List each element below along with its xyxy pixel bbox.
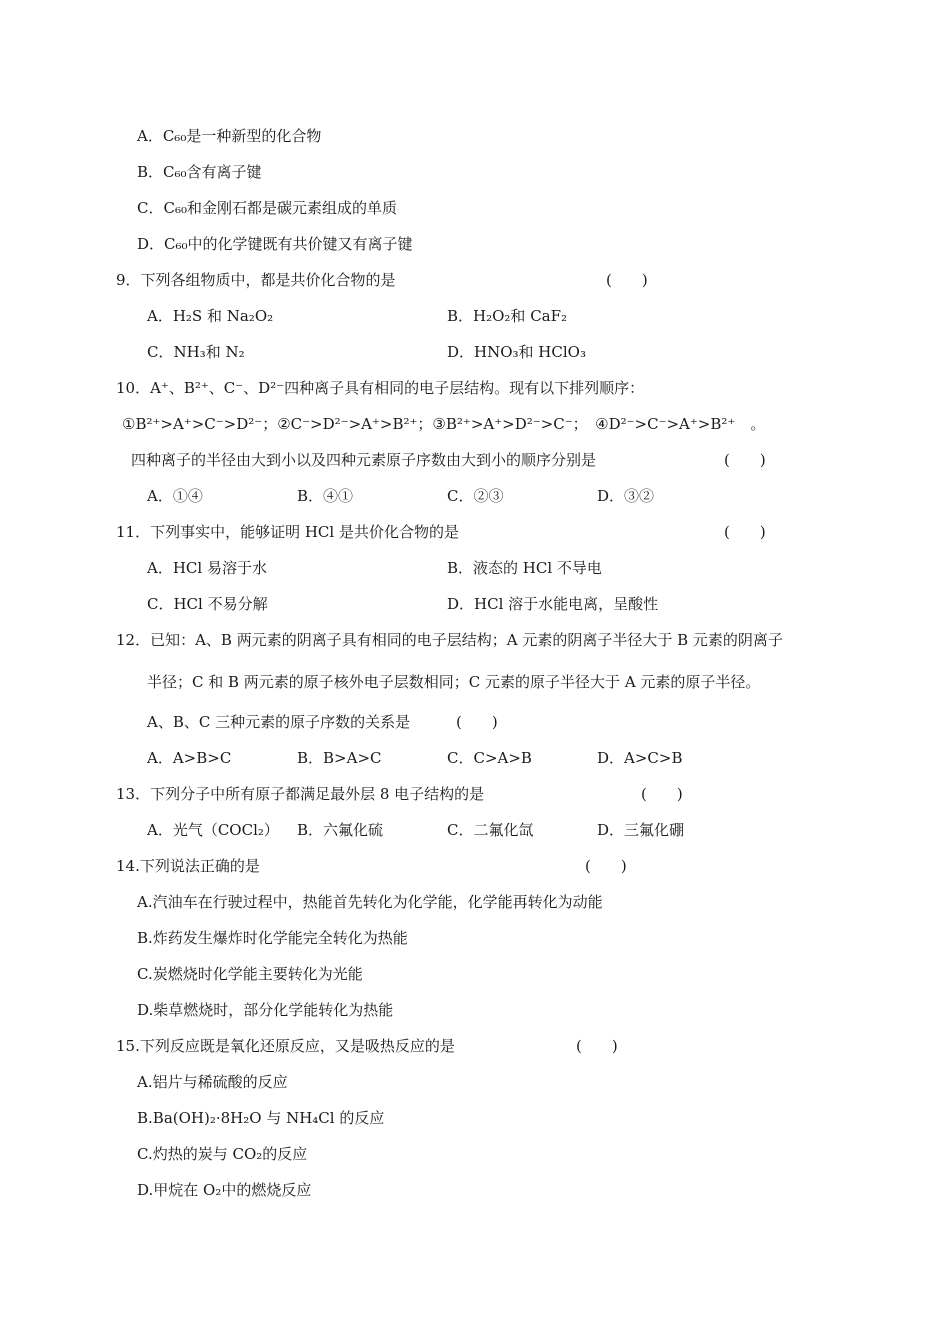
q12-option-c: C．C>A>B xyxy=(447,749,532,767)
q13-answer-blank: ( ) xyxy=(641,785,683,803)
q10-option-c: C．②③ xyxy=(447,487,504,505)
q13-stem: 13．下列分子中所有原子都满足最外层 8 电子结构的是 xyxy=(116,785,485,803)
q9-stem: 9．下列各组物质中，都是共价化合物的是 xyxy=(116,271,396,289)
q10-orders: ①B²⁺>A⁺>C⁻>D²⁻；②C⁻>D²⁻>A⁺>B²⁺；③B²⁺>A⁺>D²⁻>C⁻； ④D²⁻>C⁻>A⁺>B²⁺ 。 xyxy=(122,415,766,433)
q15-answer-blank: ( ) xyxy=(576,1037,618,1055)
q15-option-a: A.铝片与稀硫酸的反应 xyxy=(137,1073,288,1091)
q11-option-d: D．HCl 溶于水能电离，呈酸性 xyxy=(447,595,659,613)
q10-option-b: B．④① xyxy=(297,487,354,505)
q14-stem: 14.下列说法正确的是 xyxy=(116,857,260,875)
q11-stem: 11．下列事实中，能够证明 HCl 是共价化合物的是 xyxy=(116,523,459,541)
q10-answer-blank: ( ) xyxy=(724,451,766,469)
q11-option-a: A．HCl 易溶于水 xyxy=(147,559,267,577)
q10-option-d: D．③② xyxy=(597,487,655,505)
q8-option-a: A．C₆₀是一种新型的化合物 xyxy=(137,127,322,145)
q12-option-d: D．A>C>B xyxy=(597,749,683,767)
q9-option-d: D．HNO₃和 HClO₃ xyxy=(447,343,586,361)
q12-stem-line1: 12．已知：A、B 两元素的阴离子具有相同的电子层结构；A 元素的阴离子半径大于 B 元素的阴离子 xyxy=(116,631,783,649)
q14-option-a: A.汽油车在行驶过程中，热能首先转化为化学能，化学能再转化为动能 xyxy=(137,893,603,911)
q14-option-d: D.柴草燃烧时，部分化学能转化为热能 xyxy=(137,1001,394,1019)
q13-option-d: D．三氟化硼 xyxy=(597,821,685,839)
q12-option-b: B．B>A>C xyxy=(297,749,382,767)
q12-option-a: A．A>B>C xyxy=(147,749,232,767)
q8-option-d: D．C₆₀中的化学键既有共价键又有离子键 xyxy=(137,235,413,253)
q9-option-a: A．H₂S 和 Na₂O₂ xyxy=(147,307,274,325)
q9-answer-blank: ( ) xyxy=(606,271,648,289)
q15-option-c: C.灼热的炭与 CO₂的反应 xyxy=(137,1145,308,1163)
q12-stem-line2: 半径；C 和 B 两元素的原子核外电子层数相同；C 元素的原子半径大于 A 元素的原子半径。 xyxy=(147,673,761,691)
q14-option-c: C.炭燃烧时化学能主要转化为光能 xyxy=(137,965,363,983)
q13-option-a: A．光气（COCl₂） xyxy=(147,821,279,839)
q12-answer-blank: ( ) xyxy=(456,713,498,731)
q10-option-a: A．①④ xyxy=(147,487,203,505)
q13-option-b: B．六氟化硫 xyxy=(297,821,384,839)
q15-option-b: B.Ba(OH)₂·8H₂O 与 NH₄Cl 的反应 xyxy=(137,1109,385,1127)
q8-option-c: C．C₆₀和金刚石都是碳元素组成的单质 xyxy=(137,199,397,217)
q12-stem-line3: A、B、C 三种元素的原子序数的关系是 xyxy=(147,713,411,731)
q15-option-d: D.甲烷在 O₂中的燃烧反应 xyxy=(137,1181,312,1199)
q8-option-b: B．C₆₀含有离子键 xyxy=(137,163,262,181)
q11-option-c: C．HCl 不易分解 xyxy=(147,595,268,613)
q14-option-b: B.炸药发生爆炸时化学能完全转化为热能 xyxy=(137,929,408,947)
q13-option-c: C．二氟化氙 xyxy=(447,821,534,839)
q11-answer-blank: ( ) xyxy=(724,523,766,541)
q9-option-b: B．H₂O₂和 CaF₂ xyxy=(447,307,568,325)
q9-option-c: C．NH₃和 N₂ xyxy=(147,343,245,361)
q10-question: 四种离子的半径由大到小以及四种元素原子序数由大到小的顺序分别是 xyxy=(131,451,597,469)
q14-answer-blank: ( ) xyxy=(585,857,627,875)
q15-stem: 15.下列反应既是氧化还原反应，又是吸热反应的是 xyxy=(116,1037,455,1055)
q11-option-b: B．液态的 HCl 不导电 xyxy=(447,559,602,577)
q10-stem: 10．A⁺、B²⁺、C⁻、D²⁻四种离子具有相同的电子层结构。现有以下排列顺序： xyxy=(116,379,645,397)
